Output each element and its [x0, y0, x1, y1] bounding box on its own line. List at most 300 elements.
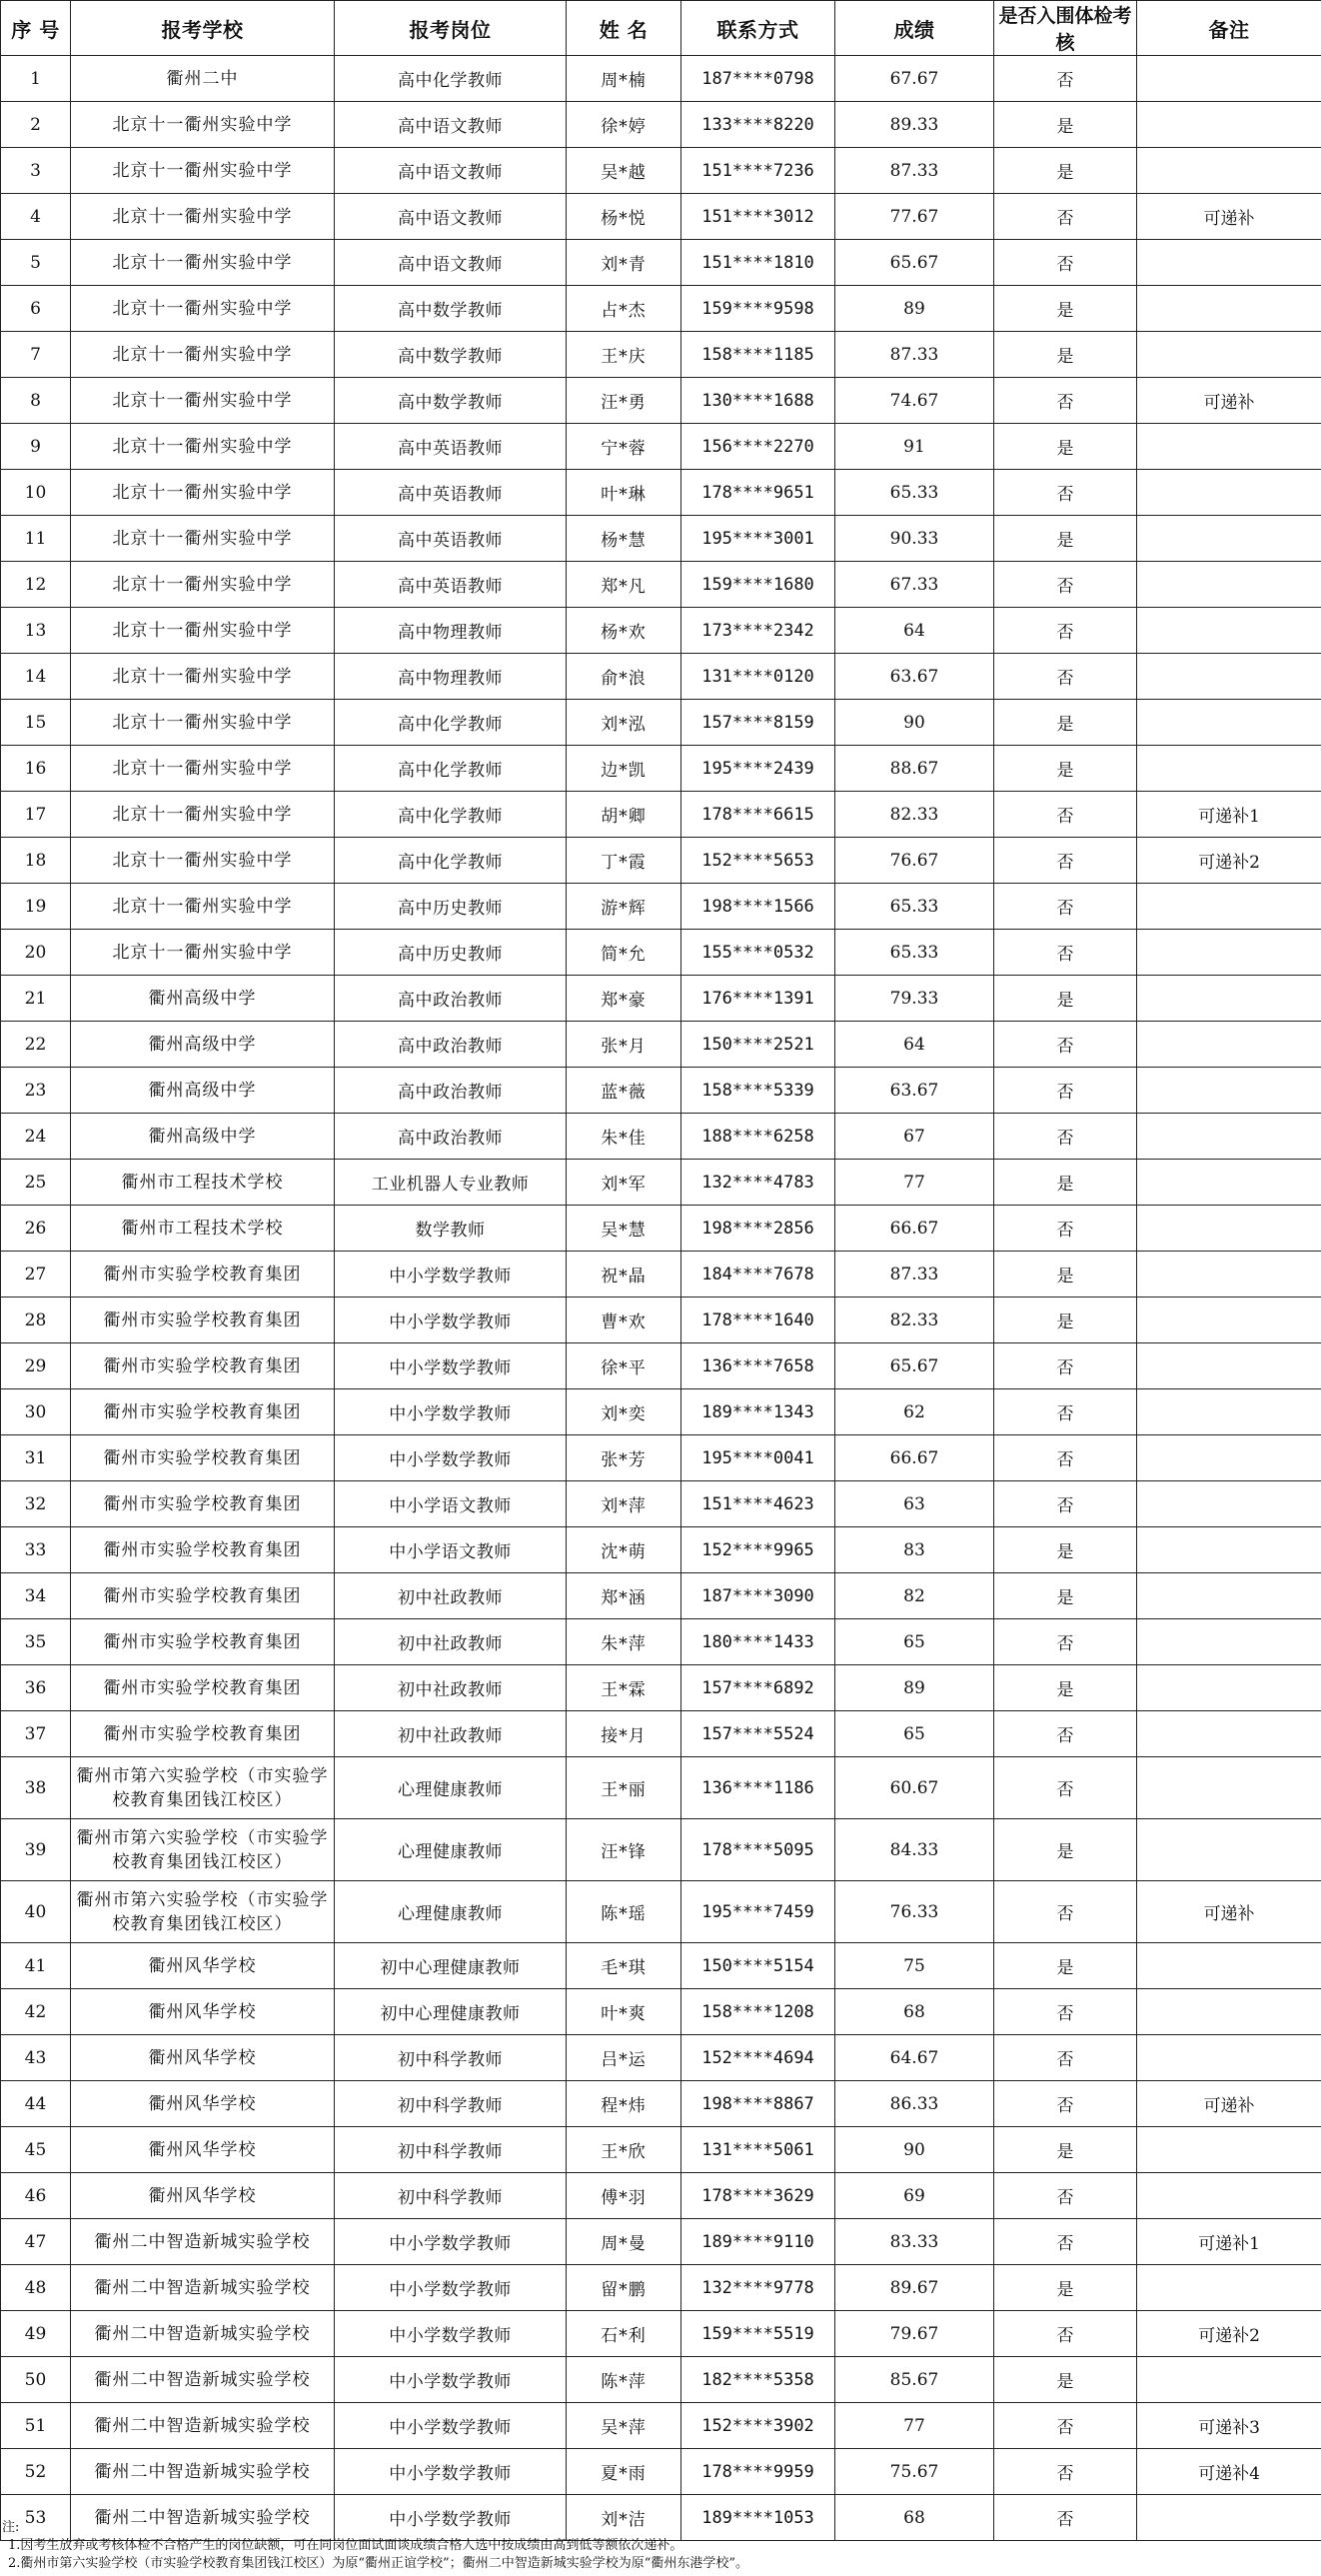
cell-score: 84.33 — [835, 1819, 994, 1881]
notes-label: 注: — [2, 2520, 20, 2535]
cell-score: 89 — [835, 1665, 994, 1711]
cell-school: 衢州二中智造新城实验学校 — [71, 2311, 335, 2357]
cell-score: 74.67 — [835, 378, 994, 424]
cell-no: 32 — [1, 1481, 71, 1527]
cell-check: 否 — [994, 2219, 1137, 2265]
cell-score: 65.33 — [835, 930, 994, 976]
cell-note: 可递补 — [1137, 1881, 1321, 1943]
cell-score: 79.33 — [835, 976, 994, 1022]
cell-note — [1137, 56, 1321, 102]
cell-note: 可递补3 — [1137, 2403, 1321, 2449]
cell-score: 90.33 — [835, 516, 994, 562]
table-row — [1, 1022, 1321, 1068]
cell-post: 中小学数学教师 — [335, 2449, 567, 2495]
cell-score: 87.33 — [835, 148, 994, 194]
cell-post: 中小学数学教师 — [335, 1343, 567, 1389]
cell-note — [1137, 1943, 1321, 1989]
cell-note — [1137, 746, 1321, 792]
table-row — [1, 1527, 1321, 1573]
cell-check: 是 — [994, 102, 1137, 148]
cell-phone: 198****8867 — [681, 2081, 835, 2127]
cell-name: 朱*佳 — [567, 1114, 681, 1160]
cell-note — [1137, 1389, 1321, 1435]
cell-check: 否 — [994, 1068, 1137, 1114]
cell-no: 39 — [1, 1819, 71, 1881]
cell-no: 13 — [1, 608, 71, 654]
cell-name: 王*欣 — [567, 2127, 681, 2173]
cell-score: 89.33 — [835, 102, 994, 148]
cell-note — [1137, 884, 1321, 930]
cell-school: 衢州风华学校 — [71, 2081, 335, 2127]
table-row — [1, 194, 1321, 240]
table-row — [1, 884, 1321, 930]
table-row — [1, 516, 1321, 562]
cell-check: 否 — [994, 1435, 1137, 1481]
cell-post: 高中化学教师 — [335, 746, 567, 792]
header-name: 姓 名 — [567, 1, 681, 56]
cell-check: 是 — [994, 148, 1137, 194]
cell-phone: 173****2342 — [681, 608, 835, 654]
table-row — [1, 148, 1321, 194]
cell-note — [1137, 1711, 1321, 1757]
cell-phone: 188****6258 — [681, 1114, 835, 1160]
cell-score: 64 — [835, 1022, 994, 1068]
cell-note — [1137, 1527, 1321, 1573]
table-row — [1, 930, 1321, 976]
table-row — [1, 1206, 1321, 1252]
table-row — [1, 424, 1321, 470]
cell-post: 高中语文教师 — [335, 194, 567, 240]
cell-no: 22 — [1, 1022, 71, 1068]
cell-note — [1137, 1343, 1321, 1389]
cell-phone: 157****6892 — [681, 1665, 835, 1711]
cell-no: 24 — [1, 1114, 71, 1160]
cell-check: 是 — [994, 746, 1137, 792]
cell-note — [1137, 1114, 1321, 1160]
cell-note — [1137, 240, 1321, 286]
cell-check: 是 — [994, 516, 1137, 562]
cell-score: 87.33 — [835, 1252, 994, 1297]
cell-note — [1137, 976, 1321, 1022]
cell-phone: 152****4694 — [681, 2035, 835, 2081]
cell-post: 初中社政教师 — [335, 1619, 567, 1665]
cell-phone: 178****9651 — [681, 470, 835, 516]
cell-phone: 178****6615 — [681, 792, 835, 838]
footnotes — [2, 2519, 748, 2573]
cell-score: 62 — [835, 1389, 994, 1435]
cell-note — [1137, 1435, 1321, 1481]
cell-post: 高中政治教师 — [335, 1022, 567, 1068]
cell-no: 49 — [1, 2311, 71, 2357]
header-note: 备注 — [1137, 1, 1321, 56]
cell-check: 是 — [994, 2127, 1137, 2173]
cell-post: 中小学数学教师 — [335, 2311, 567, 2357]
cell-check: 是 — [994, 2357, 1137, 2403]
cell-post: 中小学数学教师 — [335, 2403, 567, 2449]
cell-name: 王*丽 — [567, 1757, 681, 1819]
cell-post: 高中数学教师 — [335, 286, 567, 332]
cell-note — [1137, 2265, 1321, 2311]
cell-school: 衢州风华学校 — [71, 2173, 335, 2219]
table-row — [1, 102, 1321, 148]
cell-post: 高中政治教师 — [335, 1114, 567, 1160]
cell-score: 65.33 — [835, 884, 994, 930]
cell-note — [1137, 700, 1321, 746]
cell-note — [1137, 1989, 1321, 2035]
cell-name: 刘*泓 — [567, 700, 681, 746]
cell-school: 北京十一衢州实验中学 — [71, 148, 335, 194]
table-row — [1, 2449, 1321, 2495]
cell-post: 高中语文教师 — [335, 102, 567, 148]
table-row — [1, 1481, 1321, 1527]
cell-score: 89 — [835, 286, 994, 332]
cell-phone: 157****8159 — [681, 700, 835, 746]
cell-name: 朱*萍 — [567, 1619, 681, 1665]
cell-phone: 187****0798 — [681, 56, 835, 102]
table-row — [1, 2403, 1321, 2449]
cell-school: 衢州二中智造新城实验学校 — [71, 2265, 335, 2311]
cell-no: 9 — [1, 424, 71, 470]
cell-post: 初中科学教师 — [335, 2173, 567, 2219]
cell-name: 吴*萍 — [567, 2403, 681, 2449]
cell-check: 否 — [994, 884, 1137, 930]
cell-name: 占*杰 — [567, 286, 681, 332]
cell-no: 1 — [1, 56, 71, 102]
cell-school: 衢州市实验学校教育集团 — [71, 1619, 335, 1665]
cell-post: 初中心理健康教师 — [335, 1989, 567, 2035]
cell-school: 衢州市实验学校教育集团 — [71, 1527, 335, 1573]
cell-phone: 159****1680 — [681, 562, 835, 608]
cell-no: 4 — [1, 194, 71, 240]
cell-phone: 187****3090 — [681, 1573, 835, 1619]
cell-score: 67.33 — [835, 562, 994, 608]
table-row — [1, 654, 1321, 700]
cell-post: 初中社政教师 — [335, 1573, 567, 1619]
cell-phone: 156****2270 — [681, 424, 835, 470]
cell-phone: 189****1343 — [681, 1389, 835, 1435]
cell-school: 衢州风华学校 — [71, 2127, 335, 2173]
cell-note — [1137, 1068, 1321, 1114]
cell-phone: 150****2521 — [681, 1022, 835, 1068]
cell-check: 否 — [994, 1989, 1137, 2035]
table-row — [1, 286, 1321, 332]
cell-name: 毛*琪 — [567, 1943, 681, 1989]
cell-phone: 195****2439 — [681, 746, 835, 792]
cell-check: 否 — [994, 1619, 1137, 1665]
cell-no: 19 — [1, 884, 71, 930]
cell-check: 否 — [994, 608, 1137, 654]
cell-no: 18 — [1, 838, 71, 884]
header-school: 报考学校 — [71, 1, 335, 56]
cell-check: 否 — [994, 654, 1137, 700]
cell-post: 中小学数学教师 — [335, 2495, 567, 2541]
cell-note: 可递补1 — [1137, 2219, 1321, 2265]
table-row — [1, 56, 1321, 102]
table-row — [1, 838, 1321, 884]
table-row — [1, 332, 1321, 378]
cell-no: 43 — [1, 2035, 71, 2081]
cell-note — [1137, 470, 1321, 516]
cell-no: 44 — [1, 2081, 71, 2127]
cell-post: 初中心理健康教师 — [335, 1943, 567, 1989]
table-row — [1, 792, 1321, 838]
cell-check: 否 — [994, 2311, 1137, 2357]
table-row — [1, 2265, 1321, 2311]
cell-note — [1137, 1481, 1321, 1527]
cell-school: 北京十一衢州实验中学 — [71, 516, 335, 562]
header-score: 成绩 — [835, 1, 994, 56]
cell-no: 26 — [1, 1206, 71, 1252]
cell-phone: 150****5154 — [681, 1943, 835, 1989]
cell-no: 52 — [1, 2449, 71, 2495]
cell-post: 中小学数学教师 — [335, 1435, 567, 1481]
cell-name: 汪*勇 — [567, 378, 681, 424]
cell-phone: 159****5519 — [681, 2311, 835, 2357]
cell-score: 83.33 — [835, 2219, 994, 2265]
cell-score: 91 — [835, 424, 994, 470]
cell-phone: 180****1433 — [681, 1619, 835, 1665]
cell-school: 北京十一衢州实验中学 — [71, 654, 335, 700]
cell-post: 高中历史教师 — [335, 884, 567, 930]
cell-score: 89.67 — [835, 2265, 994, 2311]
cell-score: 63.67 — [835, 654, 994, 700]
cell-phone: 130****1688 — [681, 378, 835, 424]
cell-no: 12 — [1, 562, 71, 608]
cell-check: 否 — [994, 930, 1137, 976]
cell-name: 刘*萍 — [567, 1481, 681, 1527]
cell-score: 77.67 — [835, 194, 994, 240]
cell-name: 吴*越 — [567, 148, 681, 194]
cell-name: 边*凯 — [567, 746, 681, 792]
cell-phone: 178****9959 — [681, 2449, 835, 2495]
cell-school: 衢州市实验学校教育集团 — [71, 1573, 335, 1619]
cell-no: 47 — [1, 2219, 71, 2265]
cell-score: 90 — [835, 2127, 994, 2173]
cell-school: 衢州市实验学校教育集团 — [71, 1435, 335, 1481]
cell-check: 否 — [994, 240, 1137, 286]
cell-post: 中小学语文教师 — [335, 1527, 567, 1573]
table-row — [1, 1619, 1321, 1665]
cell-note — [1137, 1206, 1321, 1252]
cell-post: 高中数学教师 — [335, 332, 567, 378]
cell-post: 高中英语教师 — [335, 562, 567, 608]
cell-check: 是 — [994, 332, 1137, 378]
cell-score: 76.67 — [835, 838, 994, 884]
cell-name: 简*允 — [567, 930, 681, 976]
cell-school: 衢州市第六实验学校（市实验学校教育集团钱江校区） — [71, 1757, 335, 1819]
cell-check: 否 — [994, 1343, 1137, 1389]
cell-post: 中小学数学教师 — [335, 1389, 567, 1435]
cell-name: 周*楠 — [567, 56, 681, 102]
cell-no: 29 — [1, 1343, 71, 1389]
cell-no: 8 — [1, 378, 71, 424]
cell-note — [1137, 930, 1321, 976]
cell-check: 是 — [994, 286, 1137, 332]
cell-name: 徐*平 — [567, 1343, 681, 1389]
cell-name: 郑*涵 — [567, 1573, 681, 1619]
cell-name: 程*炜 — [567, 2081, 681, 2127]
cell-school: 北京十一衢州实验中学 — [71, 240, 335, 286]
cell-name: 蓝*薇 — [567, 1068, 681, 1114]
header-check: 是否入围体检考核 — [994, 1, 1137, 56]
cell-score: 60.67 — [835, 1757, 994, 1819]
cell-post: 工业机器人专业教师 — [335, 1160, 567, 1206]
cell-school: 衢州风华学校 — [71, 1943, 335, 1989]
table-row — [1, 1252, 1321, 1297]
cell-phone: 131****0120 — [681, 654, 835, 700]
table-row — [1, 1389, 1321, 1435]
cell-check: 否 — [994, 792, 1137, 838]
cell-school: 北京十一衢州实验中学 — [71, 424, 335, 470]
header-post: 报考岗位 — [335, 1, 567, 56]
cell-school: 衢州市实验学校教育集团 — [71, 1481, 335, 1527]
cell-name: 夏*雨 — [567, 2449, 681, 2495]
cell-no: 33 — [1, 1527, 71, 1573]
table-row — [1, 2173, 1321, 2219]
cell-score: 90 — [835, 700, 994, 746]
cell-school: 北京十一衢州实验中学 — [71, 194, 335, 240]
cell-score: 77 — [835, 2403, 994, 2449]
cell-check: 是 — [994, 976, 1137, 1022]
cell-score: 75.67 — [835, 2449, 994, 2495]
cell-name: 刘*军 — [567, 1160, 681, 1206]
table-body — [1, 56, 1321, 2541]
cell-school: 北京十一衢州实验中学 — [71, 608, 335, 654]
table-row — [1, 1819, 1321, 1881]
cell-no: 38 — [1, 1757, 71, 1819]
table-row — [1, 1665, 1321, 1711]
header-no: 序 号 — [1, 1, 71, 56]
cell-note — [1137, 424, 1321, 470]
cell-post: 中小学数学教师 — [335, 2219, 567, 2265]
cell-no: 37 — [1, 1711, 71, 1757]
cell-phone: 189****1053 — [681, 2495, 835, 2541]
cell-phone: 133****8220 — [681, 102, 835, 148]
cell-no: 40 — [1, 1881, 71, 1943]
cell-post: 高中语文教师 — [335, 148, 567, 194]
cell-score: 68 — [835, 2495, 994, 2541]
cell-check: 否 — [994, 1757, 1137, 1819]
cell-phone: 198****2856 — [681, 1206, 835, 1252]
cell-phone: 158****5339 — [681, 1068, 835, 1114]
cell-school: 衢州高级中学 — [71, 1114, 335, 1160]
cell-name: 石*利 — [567, 2311, 681, 2357]
cell-no: 3 — [1, 148, 71, 194]
cell-name: 周*曼 — [567, 2219, 681, 2265]
cell-school: 北京十一衢州实验中学 — [71, 378, 335, 424]
cell-name: 游*辉 — [567, 884, 681, 930]
cell-phone: 151****7236 — [681, 148, 835, 194]
table-row — [1, 2219, 1321, 2265]
cell-score: 65 — [835, 1711, 994, 1757]
cell-note — [1137, 1619, 1321, 1665]
cell-score: 76.33 — [835, 1881, 994, 1943]
table-row — [1, 976, 1321, 1022]
cell-post: 高中语文教师 — [335, 240, 567, 286]
cell-score: 65.67 — [835, 240, 994, 286]
cell-score: 63 — [835, 1481, 994, 1527]
cell-check: 否 — [994, 838, 1137, 884]
cell-post: 心理健康教师 — [335, 1757, 567, 1819]
cell-score: 67.67 — [835, 56, 994, 102]
cell-name: 陈*萍 — [567, 2357, 681, 2403]
cell-score: 86.33 — [835, 2081, 994, 2127]
cell-name: 叶*琳 — [567, 470, 681, 516]
table-row — [1, 1114, 1321, 1160]
cell-no: 27 — [1, 1252, 71, 1297]
cell-school: 北京十一衢州实验中学 — [71, 286, 335, 332]
table-row — [1, 2311, 1321, 2357]
cell-name: 祝*晶 — [567, 1252, 681, 1297]
cell-school: 衢州二中 — [71, 56, 335, 102]
cell-name: 留*鹏 — [567, 2265, 681, 2311]
cell-note — [1137, 286, 1321, 332]
cell-note — [1137, 1665, 1321, 1711]
cell-check: 否 — [994, 2035, 1137, 2081]
cell-name: 郑*凡 — [567, 562, 681, 608]
cell-score: 66.67 — [835, 1206, 994, 1252]
header-row — [1, 1, 1321, 56]
cell-no: 21 — [1, 976, 71, 1022]
cell-no: 42 — [1, 1989, 71, 2035]
cell-school: 衢州市实验学校教育集团 — [71, 1711, 335, 1757]
cell-phone: 152****9965 — [681, 1527, 835, 1573]
cell-school: 衢州风华学校 — [71, 1989, 335, 2035]
cell-check: 否 — [994, 56, 1137, 102]
cell-note — [1137, 1160, 1321, 1206]
cell-post: 初中科学教师 — [335, 2035, 567, 2081]
cell-post: 高中物理教师 — [335, 608, 567, 654]
cell-name: 曹*欢 — [567, 1297, 681, 1343]
cell-note — [1137, 1297, 1321, 1343]
cell-post: 数学教师 — [335, 1206, 567, 1252]
cell-no: 35 — [1, 1619, 71, 1665]
cell-phone: 178****1640 — [681, 1297, 835, 1343]
cell-check: 是 — [994, 2265, 1137, 2311]
cell-no: 36 — [1, 1665, 71, 1711]
cell-note — [1137, 1022, 1321, 1068]
cell-no: 20 — [1, 930, 71, 976]
cell-school: 衢州高级中学 — [71, 1068, 335, 1114]
cell-name: 徐*婷 — [567, 102, 681, 148]
cell-check: 否 — [994, 562, 1137, 608]
cell-phone: 182****5358 — [681, 2357, 835, 2403]
cell-phone: 158****1185 — [681, 332, 835, 378]
cell-score: 75 — [835, 1943, 994, 1989]
table-row — [1, 1297, 1321, 1343]
cell-phone: 198****1566 — [681, 884, 835, 930]
cell-name: 杨*悦 — [567, 194, 681, 240]
cell-post: 初中社政教师 — [335, 1711, 567, 1757]
cell-no: 16 — [1, 746, 71, 792]
cell-post: 高中政治教师 — [335, 976, 567, 1022]
cell-score: 65 — [835, 1619, 994, 1665]
cell-post: 中小学数学教师 — [335, 2357, 567, 2403]
cell-score: 82.33 — [835, 792, 994, 838]
cell-phone: 195****0041 — [681, 1435, 835, 1481]
cell-note — [1137, 102, 1321, 148]
cell-phone: 131****5061 — [681, 2127, 835, 2173]
cell-note — [1137, 332, 1321, 378]
cell-no: 17 — [1, 792, 71, 838]
cell-note — [1137, 2495, 1321, 2541]
cell-note — [1137, 654, 1321, 700]
cell-school: 北京十一衢州实验中学 — [71, 470, 335, 516]
cell-phone: 178****3629 — [681, 2173, 835, 2219]
cell-post: 心理健康教师 — [335, 1819, 567, 1881]
cell-check: 否 — [994, 2495, 1137, 2541]
cell-school: 北京十一衢州实验中学 — [71, 930, 335, 976]
